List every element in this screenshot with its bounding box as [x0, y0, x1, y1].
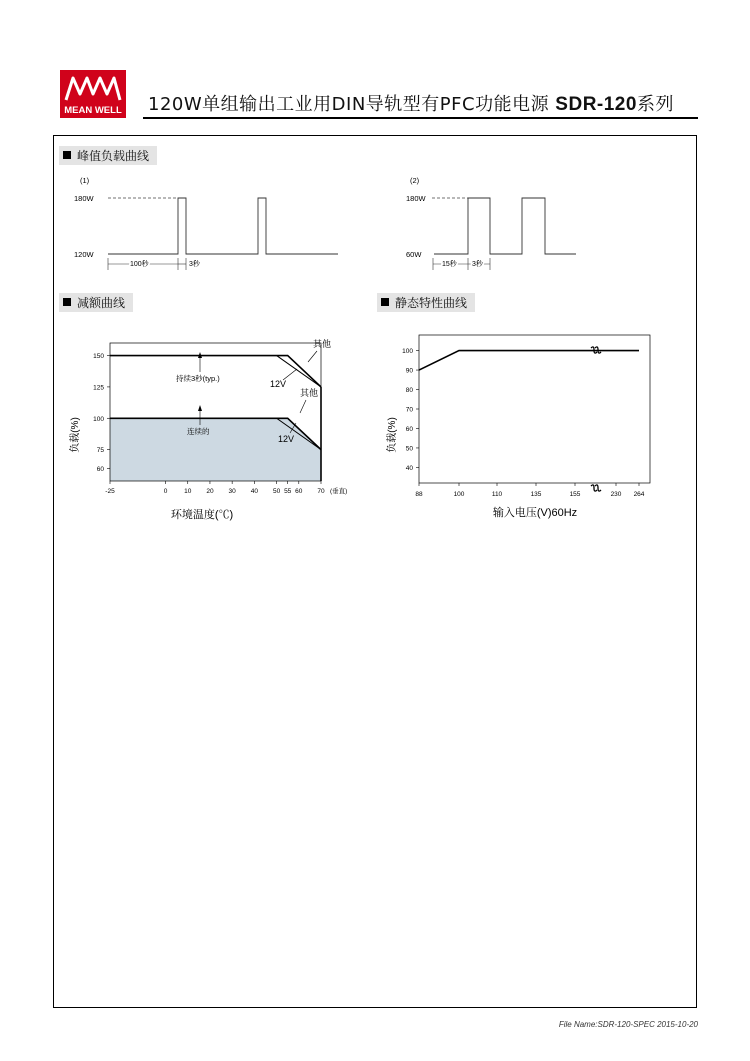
page-title — [148, 90, 674, 116]
label-12v-top: 12V — [270, 379, 287, 389]
title-model: SDR-120 — [555, 94, 637, 115]
label-others-bottom: 其他 — [300, 388, 319, 398]
static-x-tick-label: 264 — [633, 491, 645, 498]
peak2-waveform — [434, 198, 576, 254]
title-underline — [143, 117, 698, 119]
section-derating-label: 减额曲线 — [77, 296, 126, 310]
derating-x-unit-note: (垂直) — [330, 488, 348, 495]
derating-y-tick-label: 75 — [96, 447, 104, 455]
static-x-tick-label: 135 — [530, 491, 542, 498]
static-ylabel: 负载(%) — [387, 417, 398, 453]
section-static-label: 静态特性曲线 — [395, 296, 468, 310]
derating-y-tick-label: 100 — [93, 415, 104, 423]
peak1-base-duration: 100秒 — [130, 261, 149, 268]
peak-load-chart-1 — [70, 170, 360, 275]
peak2-base-duration: 15秒 — [442, 261, 457, 268]
static-x-tick-label: 100 — [453, 491, 465, 498]
label-12v-bottom: 12V — [278, 434, 295, 444]
footer-file-info: File Name:SDR-120-SPEC 2015-10-20 — [558, 1020, 698, 1029]
derating-x-tick-label: 30 — [228, 488, 236, 495]
section-derating — [59, 293, 133, 312]
static-series-line — [419, 351, 639, 370]
peak1-base-level: 120W — [74, 250, 94, 259]
derating-x-tick-label: 55 — [284, 488, 292, 495]
static-chart — [380, 325, 670, 525]
section-peak-label: 峰值负载曲线 — [77, 149, 150, 163]
derating-x-tick-label: 20 — [206, 488, 214, 495]
static-y-tick-label: 70 — [405, 406, 413, 414]
logo-text: MEAN WELL — [64, 105, 122, 116]
static-y-tick-label: 50 — [405, 445, 413, 453]
title-main: 120W单组输出工业用DIN导轨型有PFC功能电源 — [148, 94, 556, 115]
peak1-peak-level: 180W — [74, 194, 94, 203]
peak2-label: (2) — [410, 176, 420, 185]
label-others-top: 其他 — [313, 339, 332, 349]
derating-x-tick-label: -25 — [105, 488, 115, 495]
static-x-tick-label: 155 — [569, 491, 581, 498]
peak-load-chart-2 — [400, 170, 600, 275]
peak2-base-level: 60W — [406, 250, 422, 259]
mean-well-logo — [60, 70, 126, 118]
derating-y-tick-label: 60 — [96, 465, 104, 473]
section-peak-load — [59, 146, 157, 165]
peak1-label: (1) — [80, 176, 90, 185]
peak2-peak-duration: 3秒 — [472, 261, 483, 268]
annotation-continuous: 连续的 — [187, 427, 210, 436]
section-static — [377, 293, 475, 312]
static-x-tick-label: 110 — [491, 491, 503, 498]
derating-x-tick-label: 70 — [317, 488, 325, 495]
peak1-peak-duration: 3秒 — [189, 261, 200, 268]
derating-x-tick-label: 50 — [272, 488, 281, 495]
axis-break-marks — [591, 347, 601, 491]
derating-x-tick-label: 40 — [250, 488, 258, 495]
static-x-tick-label: 88 — [415, 491, 423, 498]
derating-x-tick-label: 10 — [184, 488, 192, 495]
static-y-tick-label: 80 — [405, 387, 413, 395]
static-y-tick-label: 40 — [405, 464, 413, 472]
annotation-peak: 持续3秒(typ.) — [176, 374, 220, 383]
peak2-peak-level: 180W — [406, 194, 426, 203]
derating-y-tick-label: 150 — [93, 353, 104, 361]
derating-y-tick-label: 125 — [93, 384, 104, 392]
static-xlabel: 输入电压(V)60Hz — [492, 507, 578, 519]
derating-x-tick-label: 0 — [163, 488, 168, 495]
static-x-tick-label: 230 — [610, 491, 622, 498]
static-plot-frame — [419, 335, 650, 483]
static-y-tick-label: 100 — [402, 348, 413, 356]
derating-x-tick-label: 60 — [295, 488, 303, 495]
derating-chart — [60, 325, 370, 525]
static-y-tick-label: 60 — [405, 425, 413, 433]
derating-xlabel: 环境温度(℃) — [170, 509, 234, 521]
derating-ylabel: 负载(%) — [70, 417, 81, 453]
static-y-tick-label: 90 — [405, 367, 413, 375]
peak1-waveform — [108, 198, 338, 254]
title-suffix: 系列 — [636, 94, 674, 115]
